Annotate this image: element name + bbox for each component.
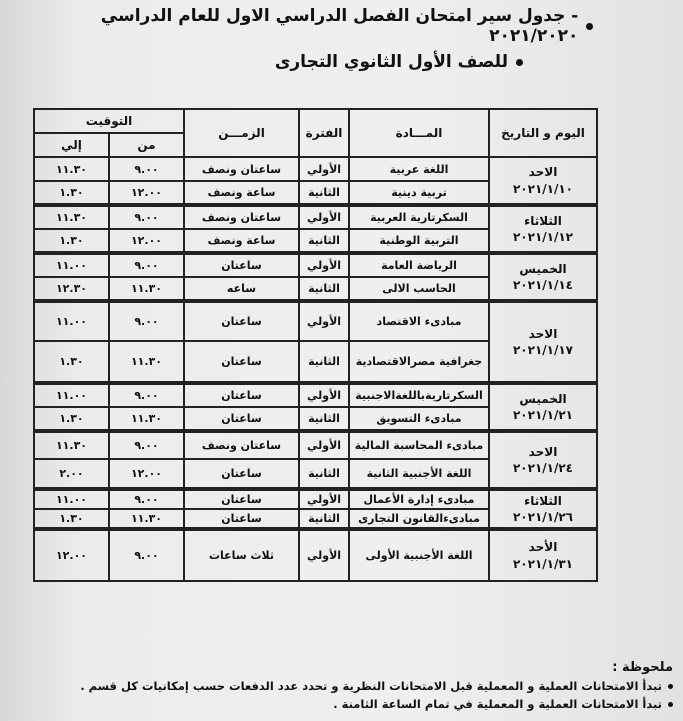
duration-cell: ساعتان [184,407,299,431]
from-time-cell: ١٢.٠٠ [109,459,184,489]
from-time-cell: ٩.٠٠ [109,383,184,407]
to-time-cell: ١.٣٠ [34,407,109,431]
schedule-body [34,157,597,581]
bullet-icon [586,23,593,30]
day-date-cell [489,489,597,529]
duration-cell: ساعتان ونصف [184,157,299,181]
header-to: إلي [34,133,109,157]
bullet-icon [668,702,673,707]
header-subject: المـــادة [349,109,489,157]
day-name: الخميس [519,261,567,276]
to-time-cell: ٢.٠٠ [34,459,109,489]
day-date-cell [489,253,597,301]
note-text: تبدأ الامتحانات العملية و المعملية في تمام الساعة الثامنة . [333,697,662,711]
subject-cell: السكرتاريةباللغةالاجنبية [349,383,489,407]
note-text: تبدأ الامتحانات العملية و المعملية قبل الامتحانات النظرية و تحدد عدد الدفعات حسب إمكانيات كل قسم . [80,679,662,693]
to-time-cell: ١٢.٣٠ [34,277,109,301]
period-cell: الثانية [299,229,349,253]
to-time-cell: ١.٣٠ [34,181,109,205]
header-from: من [109,133,184,157]
header-subtitle-line [33,52,523,72]
table-row [34,157,597,181]
table-row [34,383,597,407]
from-time-cell: ١١.٣٠ [109,277,184,301]
from-time-cell: ٩.٠٠ [109,529,184,581]
subject-cell: مبادىء التسويق [349,407,489,431]
period-cell: الثانية [299,181,349,205]
header-title: - جدول سير امتحان الفصل الدراسي الاول للعام الدراسي ٢٠٢١/٢٠٢٠ [100,6,579,46]
from-time-cell: ١٢.٠٠ [109,229,184,253]
day-date-cell [489,205,597,253]
header-day-date: اليوم و التاريخ [489,109,597,157]
to-time-cell: ١.٣٠ [34,341,109,383]
period-cell: الأولي [299,383,349,407]
period-cell: الأولي [299,253,349,277]
duration-cell: ساعتان ونصف [184,431,299,459]
period-cell: الأولي [299,205,349,229]
from-time-cell: ١٢.٠٠ [109,181,184,205]
notes-section [13,660,673,711]
to-time-cell: ١١.٠٠ [34,301,109,341]
exam-date: ٢٠٢١/١/١٠ [512,181,574,196]
subject-cell: مبادىء المحاسبة المالية [349,431,489,459]
period-cell: الأولي [299,431,349,459]
to-time-cell: ١١.٠٠ [34,489,109,509]
subject-cell: الحاسب الالى [349,277,489,301]
subject-cell: الرياضة العامة [349,253,489,277]
day-name: الثلاثاء [524,493,562,508]
duration-cell: ساعة ونصف [184,229,299,253]
to-time-cell: ١١.٣٠ [34,431,109,459]
duration-cell: ساعتان ونصف [184,205,299,229]
table-row [34,431,597,459]
duration-cell: ساعتان [184,459,299,489]
exam-date: ٢٠٢١/١/٢٦ [512,510,574,524]
duration-cell: ساعتان [184,341,299,383]
to-time-cell: ١.٣٠ [34,229,109,253]
day-name: الاحد [528,326,558,341]
day-date-cell [489,301,597,383]
to-time-cell: ١١.٠٠ [34,383,109,407]
subject-cell: السكرتارية العربية [349,205,489,229]
from-time-cell: ١١.٣٠ [109,341,184,383]
header-subtitle: للصف الأول الثانوي التجارى [274,52,508,72]
subject-cell: مبادىء الاقتصاد [349,301,489,341]
note-item [13,697,673,711]
period-cell: الأولي [299,489,349,509]
duration-cell: ساعة ونصف [184,181,299,205]
duration-cell: ساعتان [184,301,299,341]
exam-date: ٢٠٢١/١/١٧ [512,343,574,357]
to-time-cell: ١١.٣٠ [34,205,109,229]
duration-cell: ساعتان [184,253,299,277]
period-cell: الثانية [299,407,349,431]
day-name: الأحد [528,540,558,555]
exam-date: ٢٠٢١/١/١٤ [512,278,574,292]
day-name: الخميس [519,391,567,406]
duration-cell: ساعتان [184,489,299,509]
table-row [34,253,597,277]
header-timing: التوقيت [34,109,184,133]
period-cell: الثانية [299,459,349,489]
table-row [34,301,597,341]
subject-cell: اللغة الأجنبية الثانية [349,459,489,489]
day-name: الثلاثاء [524,213,562,228]
bullet-icon [668,684,673,689]
exam-date: ٢٠٢١/١/١٢ [512,230,574,244]
period-cell: الثانية [299,277,349,301]
day-date-cell [489,529,597,581]
header-period: الفترة [299,109,349,157]
period-cell: الأولي [299,301,349,341]
day-date-cell [489,431,597,489]
duration-cell: ساعتان [184,383,299,407]
day-date-cell [489,383,597,431]
header-duration: الزمـــن [184,109,299,157]
duration-cell: ثلاث ساعات [184,529,299,581]
header-title-line [33,6,593,46]
exam-date: ٢٠٢١/١/٣١ [512,556,574,571]
exam-schedule-table [33,108,598,582]
subject-cell: اللغة عربية [349,157,489,181]
day-name: الاحد [528,165,558,180]
subject-cell: التربية الوطنية [349,229,489,253]
from-time-cell: ١١.٣٠ [109,509,184,529]
table-row [34,529,597,581]
day-date-cell [489,157,597,205]
period-cell: الأولي [299,529,349,581]
day-name: الاحد [528,444,558,459]
from-time-cell: ٩.٠٠ [109,431,184,459]
from-time-cell: ٩.٠٠ [109,301,184,341]
from-time-cell: ٩.٠٠ [109,489,184,509]
subject-cell: مبادىء إدارة الأعمال [349,489,489,509]
to-time-cell: ١١.٣٠ [34,157,109,181]
notes-title: ملحوظة : [612,660,673,675]
from-time-cell: ٩.٠٠ [109,157,184,181]
period-cell: الثانية [299,509,349,529]
from-time-cell: ٩.٠٠ [109,253,184,277]
exam-date: ٢٠٢١/١/٢١ [512,408,574,422]
table-row [34,205,597,229]
period-cell: الأولي [299,157,349,181]
document-header [33,6,593,72]
table-row [34,489,597,509]
bullet-icon [516,59,523,66]
duration-cell: ساعتان [184,509,299,529]
duration-cell: ساعه [184,277,299,301]
exam-date: ٢٠٢١/١/٢٤ [512,461,574,475]
to-time-cell: ١.٣٠ [34,509,109,529]
subject-cell: مبادىءالقانون التجارى [349,509,489,529]
subject-cell: تربية دينية [349,181,489,205]
from-time-cell: ١١.٣٠ [109,407,184,431]
period-cell: الثانية [299,341,349,383]
to-time-cell: ١٢.٠٠ [34,529,109,581]
subject-cell: جغرافية مصرالاقتصادية [349,341,489,383]
subject-cell: اللغة الأجنبية الأولى [349,529,489,581]
note-item [13,679,673,693]
to-time-cell: ١١.٠٠ [34,253,109,277]
from-time-cell: ٩.٠٠ [109,205,184,229]
